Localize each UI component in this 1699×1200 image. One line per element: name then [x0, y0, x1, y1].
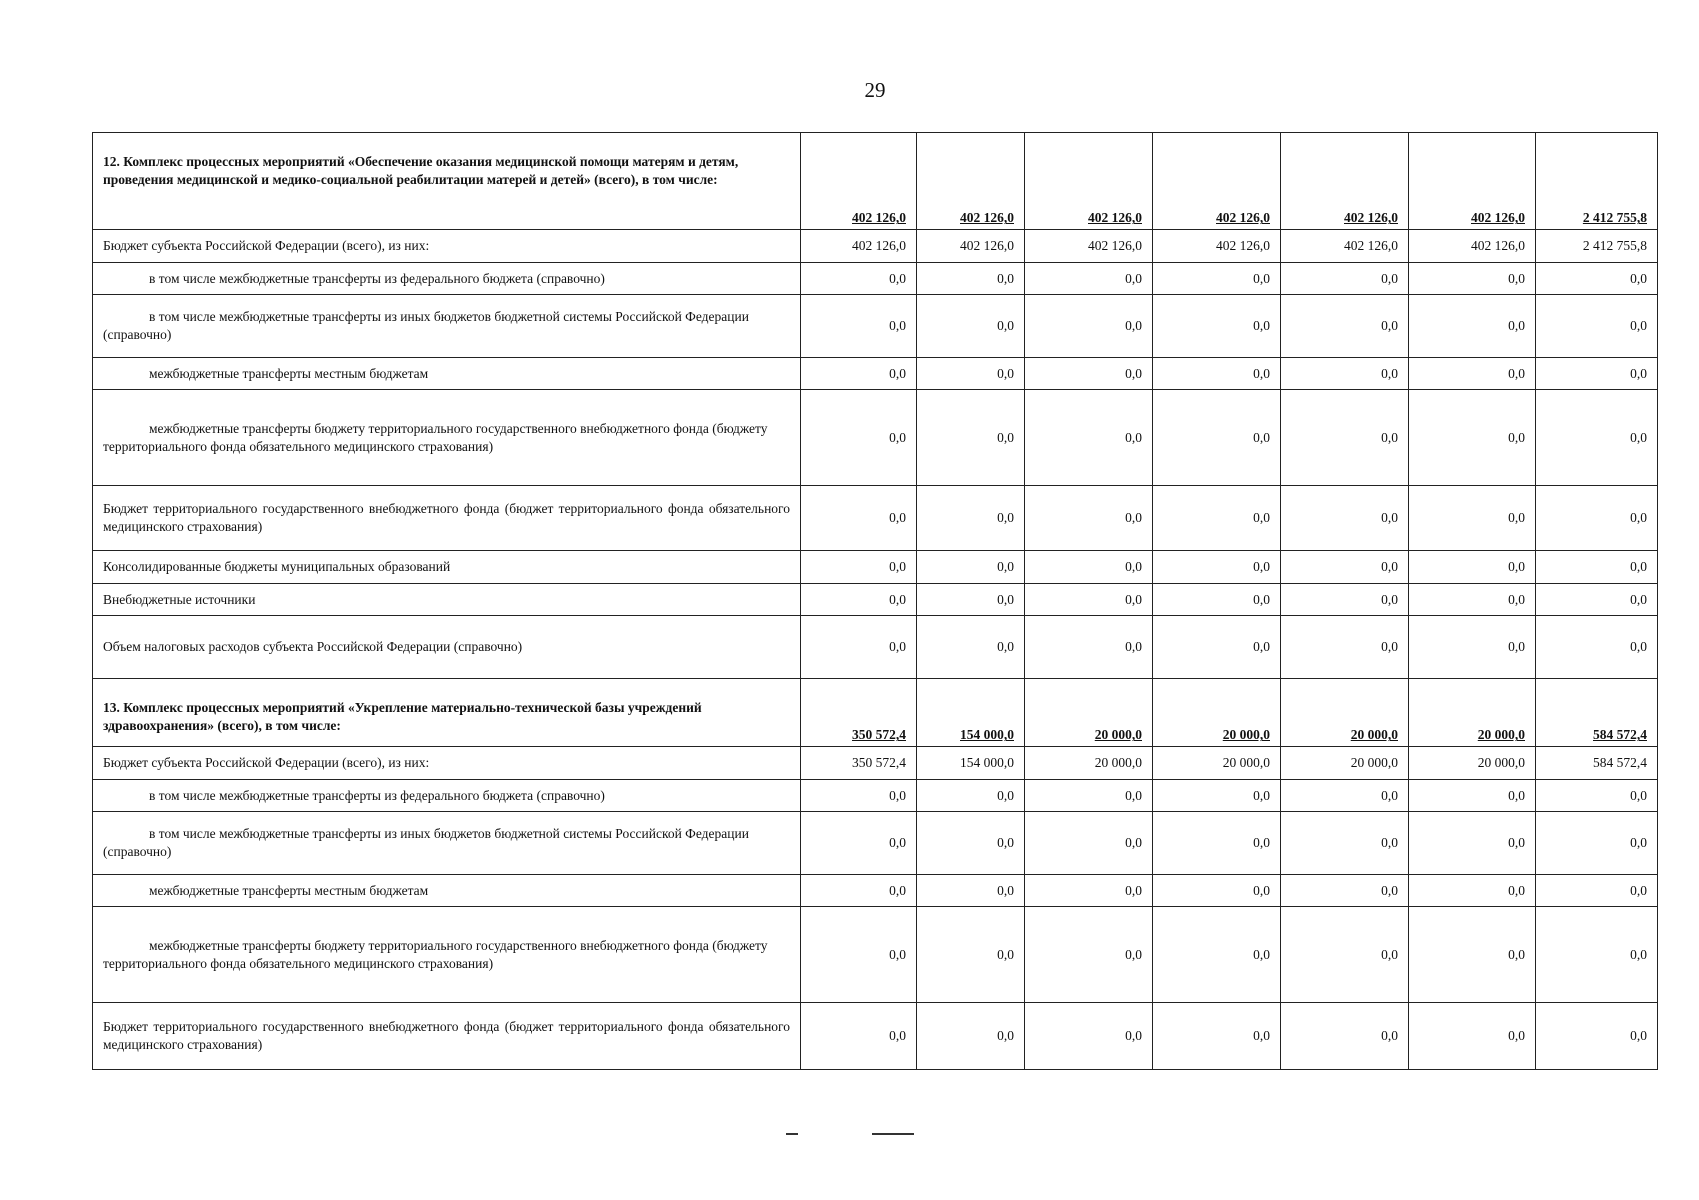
table-row	[93, 907, 1658, 1003]
row-label: в том числе межбюджетные трансферты из иных бюджетов бюджетной системы Российской Федерации (справочно)	[93, 812, 801, 875]
row-value-cell: 0,0	[917, 358, 1025, 390]
row-value-cell: 0,0	[801, 584, 917, 616]
row-total-cell: 584 572,4	[1536, 679, 1658, 747]
table-row	[93, 812, 1658, 875]
row-value-cell: 0,0	[917, 584, 1025, 616]
row-value-cell: 0,0	[1153, 780, 1281, 812]
table-row	[93, 486, 1658, 551]
row-value-cell: 0,0	[917, 907, 1025, 1003]
row-value-cell: 402 126,0	[917, 133, 1025, 230]
row-total-cell: 0,0	[1536, 551, 1658, 584]
row-value-cell: 0,0	[801, 390, 917, 486]
row-value-cell: 0,0	[1025, 875, 1153, 907]
table-row	[93, 133, 1658, 230]
row-total-cell: 2 412 755,8	[1536, 230, 1658, 263]
row-value-cell: 0,0	[1153, 263, 1281, 295]
footer-scan-marks	[0, 1133, 1699, 1137]
row-value-cell: 0,0	[801, 780, 917, 812]
table-row	[93, 780, 1658, 812]
row-value-cell: 0,0	[1409, 551, 1536, 584]
row-label: межбюджетные трансферты бюджету территориального государственного внебюджетного фонда (бюджету территориального фонда обязательного медицинского страхования)	[93, 907, 801, 1003]
row-value-cell: 0,0	[917, 780, 1025, 812]
row-label: Бюджет субъекта Российской Федерации (всего), из них:	[93, 747, 801, 780]
table-row	[93, 263, 1658, 295]
row-label: Объем налоговых расходов субъекта Российской Федерации (справочно)	[93, 616, 801, 679]
row-value-cell: 350 572,4	[801, 679, 917, 747]
row-value-cell: 0,0	[1025, 1003, 1153, 1070]
row-value-cell: 0,0	[1409, 1003, 1536, 1070]
row-value-cell: 0,0	[801, 295, 917, 358]
row-value-cell: 0,0	[1281, 584, 1409, 616]
row-total-cell: 0,0	[1536, 780, 1658, 812]
row-value-cell: 0,0	[801, 551, 917, 584]
row-value-cell: 0,0	[1025, 390, 1153, 486]
row-value-cell: 0,0	[1409, 358, 1536, 390]
row-value-cell: 0,0	[801, 812, 917, 875]
row-value-cell: 0,0	[1025, 907, 1153, 1003]
row-value-cell: 0,0	[1281, 616, 1409, 679]
row-value-cell: 402 126,0	[1025, 133, 1153, 230]
row-value-cell: 402 126,0	[1153, 133, 1281, 230]
row-value-cell: 0,0	[917, 263, 1025, 295]
row-value-cell: 0,0	[1409, 875, 1536, 907]
row-value-cell: 0,0	[917, 390, 1025, 486]
row-value-cell: 0,0	[1409, 812, 1536, 875]
row-value-cell: 0,0	[1153, 875, 1281, 907]
row-value-cell: 0,0	[1409, 584, 1536, 616]
row-value-cell: 0,0	[1025, 616, 1153, 679]
row-value-cell: 0,0	[1409, 390, 1536, 486]
row-value-cell: 0,0	[1281, 295, 1409, 358]
table-row	[93, 551, 1658, 584]
row-label: Консолидированные бюджеты муниципальных образований	[93, 551, 801, 584]
row-value-cell: 20 000,0	[1153, 747, 1281, 780]
table-row	[93, 747, 1658, 780]
row-value-cell: 0,0	[917, 486, 1025, 551]
row-value-cell: 402 126,0	[1281, 230, 1409, 263]
row-value-cell: 0,0	[1153, 358, 1281, 390]
row-value-cell: 0,0	[1025, 551, 1153, 584]
row-value-cell: 0,0	[1025, 812, 1153, 875]
row-total-cell: 0,0	[1536, 390, 1658, 486]
table-body	[93, 133, 1658, 1070]
row-value-cell: 0,0	[1409, 907, 1536, 1003]
row-value-cell: 0,0	[1409, 616, 1536, 679]
row-total-cell: 2 412 755,8	[1536, 133, 1658, 230]
row-value-cell: 0,0	[1153, 812, 1281, 875]
row-value-cell: 0,0	[917, 616, 1025, 679]
row-label: 13. Комплекс процессных мероприятий «Укрепление материально-технической базы учреждений здравоохранения» (всего), в том числе:	[93, 679, 801, 747]
row-value-cell: 0,0	[1153, 295, 1281, 358]
row-value-cell: 0,0	[917, 875, 1025, 907]
row-value-cell: 0,0	[1409, 780, 1536, 812]
row-label: Бюджет субъекта Российской Федерации (всего), из них:	[93, 230, 801, 263]
table-row	[93, 230, 1658, 263]
row-value-cell: 0,0	[1281, 390, 1409, 486]
row-value-cell: 0,0	[917, 551, 1025, 584]
row-value-cell: 402 126,0	[1153, 230, 1281, 263]
row-total-cell: 0,0	[1536, 875, 1658, 907]
row-label: 12. Комплекс процессных мероприятий «Обеспечение оказания медицинской помощи матерям и детям, проведения медицинской и медико-социальной реабилитации матерей и детей» (всего), в том числе:	[93, 133, 801, 230]
budget-table	[92, 132, 1658, 1070]
row-value-cell: 0,0	[1281, 907, 1409, 1003]
row-label: в том числе межбюджетные трансферты из федерального бюджета (справочно)	[93, 263, 801, 295]
row-value-cell: 0,0	[1153, 486, 1281, 551]
row-value-cell: 0,0	[801, 875, 917, 907]
row-value-cell: 0,0	[1025, 263, 1153, 295]
row-value-cell: 402 126,0	[1281, 133, 1409, 230]
row-value-cell: 0,0	[1153, 390, 1281, 486]
row-value-cell: 0,0	[801, 358, 917, 390]
table-row	[93, 295, 1658, 358]
row-total-cell: 0,0	[1536, 812, 1658, 875]
row-value-cell: 0,0	[917, 812, 1025, 875]
row-value-cell: 0,0	[1025, 295, 1153, 358]
row-value-cell: 0,0	[1281, 263, 1409, 295]
table-row	[93, 875, 1658, 907]
row-value-cell: 0,0	[1025, 358, 1153, 390]
row-value-cell: 0,0	[1153, 616, 1281, 679]
row-value-cell: 0,0	[1281, 486, 1409, 551]
table-row	[93, 584, 1658, 616]
table-row	[93, 1003, 1658, 1070]
table-row	[93, 679, 1658, 747]
row-total-cell: 0,0	[1536, 907, 1658, 1003]
row-value-cell: 0,0	[1281, 551, 1409, 584]
row-total-cell: 0,0	[1536, 295, 1658, 358]
page-number: 29	[864, 78, 886, 102]
table-row	[93, 616, 1658, 679]
row-value-cell: 0,0	[1153, 907, 1281, 1003]
row-value-cell: 0,0	[1409, 263, 1536, 295]
row-value-cell: 0,0	[801, 907, 917, 1003]
row-value-cell: 0,0	[1281, 358, 1409, 390]
row-total-cell: 0,0	[1536, 584, 1658, 616]
row-value-cell: 20 000,0	[1025, 679, 1153, 747]
table-row	[93, 390, 1658, 486]
row-value-cell: 0,0	[1025, 780, 1153, 812]
row-value-cell: 0,0	[1281, 875, 1409, 907]
row-value-cell: 20 000,0	[1025, 747, 1153, 780]
row-value-cell: 402 126,0	[1409, 133, 1536, 230]
row-total-cell: 584 572,4	[1536, 747, 1658, 780]
row-value-cell: 0,0	[801, 263, 917, 295]
row-value-cell: 20 000,0	[1281, 679, 1409, 747]
row-value-cell: 154 000,0	[917, 679, 1025, 747]
row-total-cell: 0,0	[1536, 616, 1658, 679]
row-value-cell: 0,0	[1409, 486, 1536, 551]
row-value-cell: 0,0	[1025, 584, 1153, 616]
row-value-cell: 0,0	[1153, 584, 1281, 616]
row-value-cell: 0,0	[1153, 1003, 1281, 1070]
row-value-cell: 0,0	[1409, 295, 1536, 358]
table-row	[93, 358, 1658, 390]
row-value-cell: 0,0	[801, 486, 917, 551]
row-value-cell: 154 000,0	[917, 747, 1025, 780]
row-value-cell: 20 000,0	[1409, 747, 1536, 780]
row-total-cell: 0,0	[1536, 1003, 1658, 1070]
row-label: межбюджетные трансферты бюджету территориального государственного внебюджетного фонда (бюджету территориального фонда обязательного медицинского страхования)	[93, 390, 801, 486]
row-total-cell: 0,0	[1536, 486, 1658, 551]
row-value-cell: 402 126,0	[801, 133, 917, 230]
row-value-cell: 20 000,0	[1409, 679, 1536, 747]
row-value-cell: 402 126,0	[801, 230, 917, 263]
row-value-cell: 0,0	[801, 1003, 917, 1070]
row-value-cell: 402 126,0	[917, 230, 1025, 263]
row-total-cell: 0,0	[1536, 263, 1658, 295]
row-value-cell: 0,0	[801, 616, 917, 679]
row-value-cell: 0,0	[917, 295, 1025, 358]
row-value-cell: 20 000,0	[1153, 679, 1281, 747]
row-label: Бюджет территориального государственного внебюджетного фонда (бюджет территориального фонда обязательного медицинского страхования)	[93, 486, 801, 551]
row-label: Бюджет территориального государственного внебюджетного фонда (бюджет территориального фонда обязательного медицинского страхования)	[93, 1003, 801, 1070]
row-label: в том числе межбюджетные трансферты из иных бюджетов бюджетной системы Российской Федерации (справочно)	[93, 295, 801, 358]
row-label: Внебюджетные источники	[93, 584, 801, 616]
row-value-cell: 0,0	[1281, 812, 1409, 875]
row-label: в том числе межбюджетные трансферты из федерального бюджета (справочно)	[93, 780, 801, 812]
row-value-cell: 0,0	[1281, 780, 1409, 812]
row-label: межбюджетные трансферты местным бюджетам	[93, 875, 801, 907]
row-value-cell: 350 572,4	[801, 747, 917, 780]
row-label: межбюджетные трансферты местным бюджетам	[93, 358, 801, 390]
row-value-cell: 402 126,0	[1409, 230, 1536, 263]
row-value-cell: 0,0	[1153, 551, 1281, 584]
row-value-cell: 0,0	[1281, 1003, 1409, 1070]
row-value-cell: 402 126,0	[1025, 230, 1153, 263]
row-value-cell: 20 000,0	[1281, 747, 1409, 780]
row-value-cell: 0,0	[917, 1003, 1025, 1070]
row-total-cell: 0,0	[1536, 358, 1658, 390]
row-value-cell: 0,0	[1025, 486, 1153, 551]
